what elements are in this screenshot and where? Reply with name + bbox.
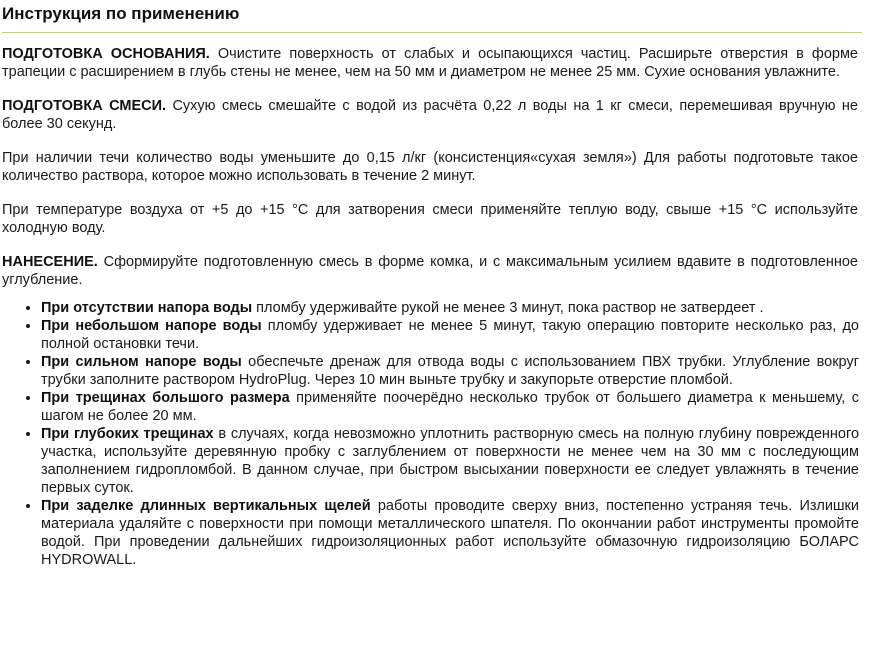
paragraph-text: Очистите поверхность от слабых и осыпающихся частиц. Расширьте отверстия в форме трапеции с расширением в глубь стены не менее, чем на 50 мм и диаметром не менее 25 мм. Сухие основания увлажните. (2, 46, 858, 80)
list-item-text: обеспечьте дренаж для отвода воды с использованием ПВХ трубки. Углубление вокруг трубки заполните раствором HydroPlug. Через 10 мин выньте трубку и закупорьте отверстие пломбой. (41, 354, 859, 388)
list-item-text: работы проводите сверху вниз, постепенно устраняя течь. Излишки материала удаляйте с поверхности при помощи металлического шпателя. По окончании работ инструменты промойте водой. При проведении дальнейших гидроизоляционных работ используйте обмазочную гидроизоляцию БОЛАРС HYDROWALL. (41, 498, 859, 568)
list-item (41, 389, 859, 425)
list-item (41, 299, 859, 317)
list-item (41, 497, 859, 569)
list-item-text: пломбу удерживает не менее 5 минут, такую операцию повторите несколько раз, до полной остановки течи. (41, 318, 859, 352)
paragraph-leak-water (2, 149, 858, 185)
paragraph-text: Сформируйте подготовленную смесь в форме комка, и с максимальным усилием вдавите в подготовленное углубление. (2, 254, 858, 288)
list-item (41, 317, 859, 353)
list-item-text: в случаях, когда невозможно уплотнить растворную смесь на полную глубину поврежденного участка, используйте деревянную пробку с заглублением от поверхности не менее чем на 30 мм с последующим заполнением гидропломбой. В данном случае, при быстром высыхании поверхности ее следует увлажнять в течение первых суток. (41, 426, 860, 496)
title-divider (2, 32, 862, 33)
paragraph-text: При температуре воздуха от +5 до +15 °С для затворения смеси применяйте теплую воду, свыше +15 °С используйте холодную воду. (2, 202, 858, 236)
list-item-lead: При небольшом напоре воды (41, 318, 262, 334)
list-item-lead: При глубоких трещинах (41, 426, 214, 442)
paragraph-text: При наличии течи количество воды уменьшите до 0,15 л/кг (консистенция«сухая земля») Для работы подготовьте такое количество раствора, которое можно использовать в течение 2 минут. (2, 150, 858, 184)
list-item (41, 425, 859, 497)
paragraph-mix-prep (2, 97, 858, 133)
page-title: Инструкция по применению (2, 4, 240, 23)
list-item-lead: При сильном напоре воды (41, 354, 242, 370)
paragraph-lead: ПОДГОТОВКА ОСНОВАНИЯ. (2, 46, 210, 62)
list-item-lead: При заделке длинных вертикальных щелей (41, 498, 371, 514)
paragraph-temperature (2, 201, 858, 237)
list-item-lead: При трещинах большого размера (41, 390, 290, 406)
paragraph-lead: НАНЕСЕНИЕ. (2, 254, 98, 270)
paragraph-surface-prep (2, 45, 858, 81)
list-item (41, 353, 859, 389)
list-item-lead: При отсутствии напора воды (41, 300, 253, 316)
paragraph-text: Сухую смесь смешайте с водой из расчёта 0,22 л воды на 1 кг смеси, перемешивая вручную не более 30 секунд. (2, 98, 858, 132)
list-item-text: применяйте поочерёдно несколько трубок от большего диаметра к меньшему, с шагом не более 20 мм. (41, 390, 859, 424)
list-item-text: пломбу удерживайте рукой не менее 3 минут, пока раствор не затвердеет . (252, 300, 764, 316)
application-cases-list (2, 299, 859, 569)
paragraph-application (2, 253, 858, 289)
paragraph-lead: ПОДГОТОВКА СМЕСИ. (2, 98, 167, 114)
